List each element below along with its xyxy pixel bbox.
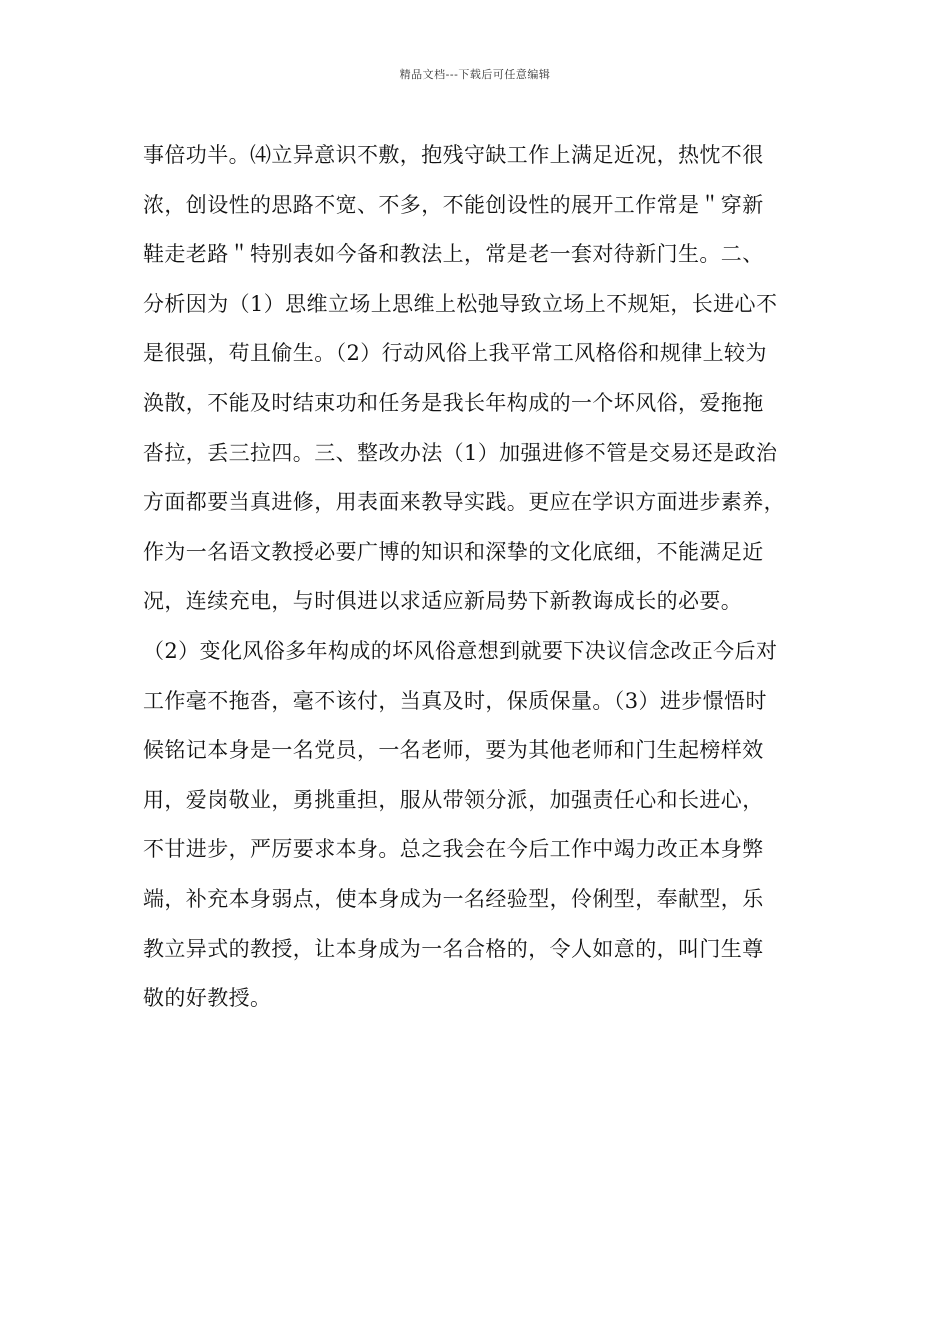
text-line: 不甘进步，严厉要求本身。总之我会在今后工作中竭力改正本身弊 [143, 837, 764, 862]
text-line: 浓，创设性的思路不宽、不多，不能创设性的展开工作常是＂穿新 [143, 192, 764, 217]
text-line: 是很强，苟且偷生。（2）行动风俗上我平常工风格俗和规律上较为 [143, 341, 767, 366]
text-line: 鞋走老路＂特别表如今备和教法上，常是老一套对待新门生。二、 [143, 242, 764, 267]
text-line: 涣散，不能及时结束功和任务是我长年构成的一个坏风俗，爱拖拖 [143, 390, 764, 415]
text-line: 工作毫不拖沓，毫不该付，当真及时，保质保量。（3）进步憬悟时 [143, 688, 767, 713]
text-line: 候铭记本身是一名党员，一名老师，要为其他老师和门生起榜样效 [143, 738, 764, 763]
text-line: 况，连续充电，与时俱进以求适应新局势下新教诲成长的必要。 [143, 589, 743, 614]
text-line: 敬的好教授。 [143, 986, 272, 1011]
text-line: 沓拉，丢三拉四。三、整改办法（1）加强进修不管是交易还是政治 [143, 440, 778, 465]
text-line: 分析因为（1）思维立场上思维上松弛导致立场上不规矩，长进心不 [143, 291, 778, 316]
text-line: 作为一名语文教授必要广博的知识和深挚的文化底细，不能满足近 [143, 539, 764, 564]
text-line: 端，补充本身弱点，使本身成为一名经验型，伶俐型，奉献型，乐 [143, 886, 764, 911]
body-text [143, 131, 833, 1024]
text-line: 教立异式的教授，让本身成为一名合格的，令人如意的，叫门生尊 [143, 936, 764, 961]
text-line: 事倍功半。⑷立异意识不敷，抱残守缺工作上满足近况，热忱不很 [143, 143, 764, 167]
text-line: 方面都要当真进修，用表面来教导实践。更应在学识方面进步素养， [143, 490, 785, 515]
text-line: （2）变化风俗多年构成的坏风俗意想到就要下决议信念改正今后对 [143, 638, 778, 663]
text-line: 用，爱岗敬业，勇挑重担，服从带领分派，加强责任心和长进心， [143, 787, 764, 812]
page-header: 精品文档---下载后可任意编辑 [399, 68, 551, 81]
